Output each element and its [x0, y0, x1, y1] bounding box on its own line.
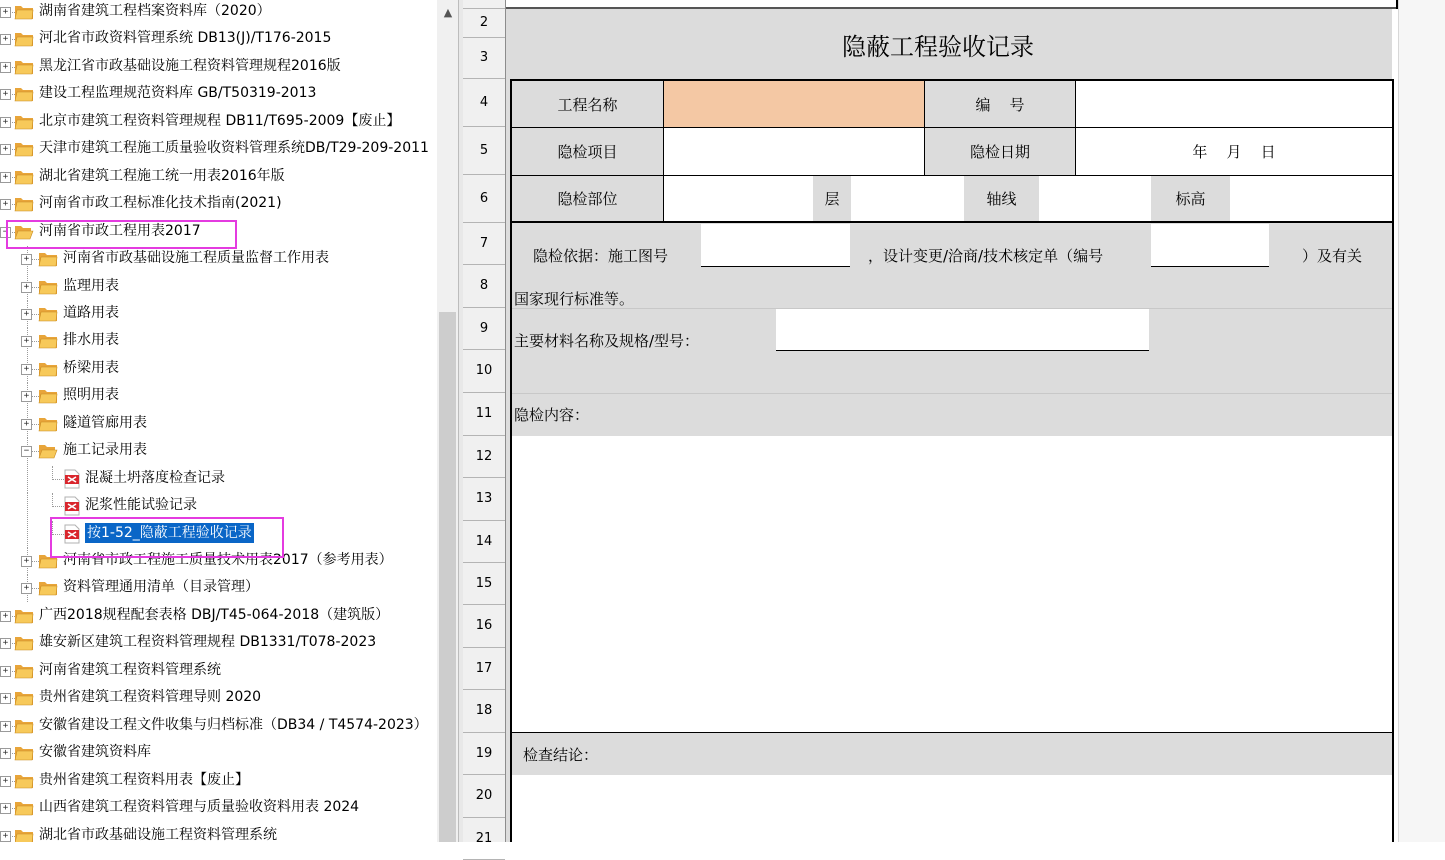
tree-item[interactable]: [0, 658, 437, 685]
collapse-toggle-icon[interactable]: −: [21, 446, 32, 457]
folder-icon: [38, 415, 58, 432]
date-input[interactable]: [1075, 127, 1394, 176]
tree-item-label[interactable]: 河北省市政资料管理系统 DB13(J)/T176-2015: [39, 30, 332, 46]
folder-icon: [38, 305, 58, 322]
item-label: [510, 127, 664, 176]
row-number[interactable]: 15: [463, 563, 505, 605]
tree-item-label[interactable]: 安徽省建设工程文件收集与归档标准（DB34 / T4574-2023）: [39, 717, 428, 733]
folder-icon: [14, 3, 34, 20]
conclusion-row: [512, 733, 1392, 775]
floor-input[interactable]: [851, 175, 964, 223]
folder-icon: [38, 360, 58, 377]
folder-icon: [38, 579, 58, 596]
conclusion-area[interactable]: [512, 775, 1392, 842]
highlight-box-henan-2017: [6, 220, 237, 249]
elevation-label-text: 标高: [1175, 190, 1206, 208]
tree-item[interactable]: [0, 246, 437, 273]
tree-item-label[interactable]: 建设工程监理规范资料库 GB/T50319-2013: [39, 85, 317, 101]
tree-item-label[interactable]: 贵州省建筑工程资料用表【废止】: [39, 772, 249, 788]
row-number[interactable]: 20: [463, 775, 505, 818]
tree-item[interactable]: [0, 164, 437, 191]
tree-connector: [27, 521, 28, 548]
tree-item-label[interactable]: 混凝土坍落度检查记录: [85, 470, 225, 486]
row-number[interactable]: 19: [463, 733, 505, 775]
folder-icon: [14, 30, 34, 47]
row-number[interactable]: 5: [463, 127, 505, 175]
folder-icon: [14, 744, 34, 761]
tree-vertical-scrollbar[interactable]: [437, 0, 458, 842]
right-margin: [1398, 0, 1445, 842]
folder-icon: [14, 827, 34, 842]
right-border-strip: [1392, 223, 1394, 842]
number-label: [924, 79, 1076, 128]
expand-toggle-icon[interactable]: +: [0, 803, 11, 814]
tree-item[interactable]: [0, 438, 437, 465]
expand-toggle-icon[interactable]: +: [21, 364, 32, 375]
item-label-text: 隐检项目: [557, 143, 618, 161]
tree-item-label[interactable]: 河南省建筑工程资料管理系统: [39, 662, 221, 678]
tree-item-label[interactable]: 安徽省建筑资料库: [39, 744, 151, 760]
elevation-input[interactable]: [1230, 175, 1394, 223]
row-number[interactable]: 18: [463, 690, 505, 733]
row-number[interactable]: 13: [463, 478, 505, 521]
row-number[interactable]: 2: [463, 9, 505, 38]
folder-icon: [14, 195, 34, 212]
floor-label: [813, 175, 851, 223]
tree-item[interactable]: [0, 768, 437, 795]
tree-item-label[interactable]: 山西省建筑工程资料管理与质量验收资料用表 2024: [39, 799, 360, 815]
tree-item-label[interactable]: 北京市建筑工程资料管理规程 DB11/T695-2009【废止】: [39, 113, 401, 129]
materials-input[interactable]: [776, 309, 1149, 351]
tree-item[interactable]: [0, 493, 437, 520]
highlight-box-selected-file: [50, 517, 284, 558]
tree-item[interactable]: [0, 328, 437, 355]
tree-connector: [27, 493, 28, 520]
row-header-column: [463, 0, 506, 846]
tree-item[interactable]: [0, 740, 437, 767]
tree-item[interactable]: [0, 0, 437, 26]
tree-item[interactable]: [0, 383, 437, 410]
scroll-thumb[interactable]: [439, 312, 456, 842]
project-tree[interactable]: [0, 0, 437, 842]
expand-toggle-icon[interactable]: +: [0, 199, 11, 210]
tree-item-label[interactable]: 贵州省建筑工程资料管理导则 2020: [39, 689, 262, 705]
sheet-top-edge: [506, 0, 1398, 9]
tree-item[interactable]: [0, 575, 437, 602]
basis-suffix: ）及有关: [1302, 247, 1363, 265]
expand-toggle-icon[interactable]: +: [0, 831, 11, 842]
number-input[interactable]: [1075, 79, 1394, 128]
row-number[interactable]: 16: [463, 605, 505, 648]
materials-label: 主要材料名称及规格/型号：: [514, 332, 700, 350]
tree-item-label[interactable]: 照明用表: [63, 387, 119, 403]
folder-icon: [14, 689, 34, 706]
date-value-text: 年 月 日: [1192, 143, 1276, 161]
folder-icon: [38, 250, 58, 267]
folder-icon: [38, 278, 58, 295]
number-label-text: 编 号: [975, 95, 1025, 114]
row-number-partial: [463, 0, 505, 9]
tree-item-label[interactable]: 按1-52_隐蔽工程验收记录: [87, 525, 252, 541]
row-number[interactable]: 3: [463, 38, 505, 79]
tree-item[interactable]: [0, 685, 437, 712]
tree-item[interactable]: [0, 54, 437, 81]
worksheet[interactable]: [506, 0, 1398, 842]
expand-toggle-icon[interactable]: +: [0, 62, 11, 73]
expand-toggle-icon[interactable]: +: [0, 7, 11, 18]
tree-item[interactable]: [0, 136, 437, 163]
tree-item-label[interactable]: 湖北省建筑工程施工统一用表2016年版: [39, 168, 285, 184]
tree-item[interactable]: [0, 713, 437, 740]
axis-label: [964, 175, 1039, 223]
item-input[interactable]: [663, 127, 925, 176]
folder-icon: [14, 799, 34, 816]
tree-item-label[interactable]: 施工记录用表: [63, 442, 147, 458]
tree-item-label[interactable]: 排水用表: [63, 332, 119, 348]
content-area[interactable]: [512, 436, 1392, 733]
expand-toggle-icon[interactable]: +: [21, 254, 32, 265]
expand-toggle-icon[interactable]: +: [0, 666, 11, 677]
tree-item-label[interactable]: 黑龙江省市政基础设施工程资料管理规程2016版: [39, 58, 341, 74]
folder-icon: [14, 168, 34, 185]
expand-toggle-icon[interactable]: +: [0, 117, 11, 128]
date-label: [924, 127, 1076, 176]
pdf-file-icon: [64, 496, 80, 516]
expand-toggle-icon[interactable]: +: [21, 282, 32, 293]
project-name-label: [510, 79, 664, 128]
tree-connector: [52, 466, 53, 480]
expand-toggle-icon[interactable]: +: [0, 776, 11, 787]
row-number[interactable]: 12: [463, 436, 505, 478]
floor-label-text: 层: [824, 190, 840, 208]
axis-input[interactable]: [1039, 175, 1151, 223]
tree-item[interactable]: [0, 301, 437, 328]
expand-toggle-icon[interactable]: +: [21, 583, 32, 594]
tree-item[interactable]: [0, 411, 437, 438]
basis-prefix: 隐检依据：施工图号: [533, 247, 669, 265]
row-number[interactable]: 7: [463, 223, 505, 265]
tree-connector: [52, 493, 53, 507]
location-input[interactable]: [663, 175, 813, 223]
location-label-text: 隐检部位: [557, 190, 618, 208]
pdf-file-icon: [64, 469, 80, 489]
change-number-input[interactable]: [1151, 224, 1269, 267]
expand-toggle-icon[interactable]: +: [0, 638, 11, 649]
folder-icon: [14, 662, 34, 679]
tree-item[interactable]: [0, 603, 437, 630]
project-name-label-text: 工程名称: [557, 95, 618, 114]
row-number[interactable]: 9: [463, 308, 505, 350]
tree-item-label[interactable]: 河南省市政工程用表2017: [39, 223, 201, 239]
tree-connector: [52, 479, 64, 480]
row-number[interactable]: 10: [463, 350, 505, 393]
tree-item-label[interactable]: 监理用表: [63, 278, 119, 294]
tree-item-label[interactable]: 隧道管廊用表: [63, 415, 147, 431]
tree-item-label[interactable]: 广西2018规程配套表格 DBJ/T45-064-2018（建筑版）: [39, 607, 390, 623]
row-number[interactable]: 14: [463, 521, 505, 563]
expand-toggle-icon[interactable]: +: [21, 336, 32, 347]
tree-item-label[interactable]: 资料管理通用清单（目录管理）: [63, 579, 259, 595]
tree-item-label[interactable]: 湖北省市政基础设施工程资料管理系统: [39, 827, 277, 842]
tree-item-label[interactable]: 湖南省建筑工程档案资料库（2020）: [39, 3, 271, 19]
collapse-toggle-icon[interactable]: −: [0, 227, 11, 238]
folder-icon: [14, 772, 34, 789]
tree-item-label[interactable]: 河南省市政工程施工质量技术用表2017（参考用表）: [63, 552, 393, 568]
expand-toggle-icon[interactable]: +: [0, 611, 11, 622]
expand-toggle-icon[interactable]: +: [21, 391, 32, 402]
row-number[interactable]: 21: [463, 818, 505, 860]
expand-toggle-icon[interactable]: +: [21, 309, 32, 320]
tree-item[interactable]: [0, 466, 437, 493]
project-name-input[interactable]: [663, 79, 925, 128]
tree-item-label[interactable]: 天津市建筑工程施工质量验收资料管理系统DB/T29-209-2011: [39, 140, 429, 156]
location-label: [510, 175, 664, 223]
elevation-label: [1151, 175, 1230, 223]
expand-toggle-icon[interactable]: +: [21, 419, 32, 430]
expand-toggle-icon[interactable]: +: [0, 748, 11, 759]
expand-toggle-icon[interactable]: +: [0, 172, 11, 183]
folder-icon: [14, 85, 34, 102]
tree-item[interactable]: [0, 81, 437, 108]
folder-icon: [38, 332, 58, 349]
folder-icon: [14, 140, 34, 157]
folder-icon: [14, 607, 34, 624]
folder-open-icon: [38, 442, 58, 459]
row-number[interactable]: 17: [463, 648, 505, 690]
folder-icon: [38, 387, 58, 404]
tree-item[interactable]: [0, 109, 437, 136]
row-number[interactable]: 8: [463, 265, 505, 308]
scroll-up-arrow-icon[interactable]: ▲: [443, 6, 453, 19]
row-number[interactable]: 6: [463, 175, 505, 223]
expand-toggle-icon[interactable]: +: [0, 34, 11, 45]
tree-item[interactable]: [0, 191, 437, 218]
tree-item-label[interactable]: 泥浆性能试验记录: [85, 497, 197, 513]
tree-item-label[interactable]: 河南省市政工程标准化技术指南(2021): [39, 195, 282, 211]
basis-middle: ，设计变更/洽商/技术核定单（编号: [868, 247, 1104, 265]
folder-icon: [14, 113, 34, 130]
row-number[interactable]: 11: [463, 393, 505, 436]
tree-item[interactable]: [0, 823, 437, 842]
drawing-number-input[interactable]: [701, 224, 850, 267]
row-number[interactable]: 4: [463, 79, 505, 127]
folder-icon: [14, 634, 34, 651]
national-standard-text: 国家现行标准等。: [514, 290, 635, 308]
expand-toggle-icon[interactable]: +: [21, 556, 32, 567]
folder-icon: [14, 717, 34, 734]
date-label-text: 隐检日期: [969, 143, 1030, 161]
form-title: 隐蔽工程验收记录: [842, 33, 1034, 61]
expand-toggle-icon[interactable]: +: [0, 721, 11, 732]
row-line: [512, 393, 1392, 394]
tree-item[interactable]: [0, 274, 437, 301]
content-label: 隐检内容：: [514, 406, 590, 424]
tree-connector: [27, 466, 28, 493]
axis-label-text: 轴线: [986, 190, 1017, 208]
tree-item-label[interactable]: 桥梁用表: [63, 360, 119, 376]
tree-item[interactable]: [0, 630, 437, 657]
folder-icon: [14, 58, 34, 75]
tree-connector: [52, 506, 64, 507]
tree-item-label[interactable]: 河南省市政基础设施工程质量监督工作用表: [63, 250, 329, 266]
expand-toggle-icon[interactable]: +: [0, 144, 11, 155]
tree-item-label[interactable]: 雄安新区建筑工程资料管理规程 DB1331/T078-2023: [39, 634, 377, 650]
tree-item[interactable]: [0, 795, 437, 822]
expand-toggle-icon[interactable]: +: [0, 89, 11, 100]
tree-item[interactable]: [0, 26, 437, 53]
expand-toggle-icon[interactable]: +: [0, 693, 11, 704]
tree-item-label[interactable]: 道路用表: [63, 305, 119, 321]
conclusion-label: 检查结论：: [523, 746, 599, 764]
tree-item[interactable]: [0, 356, 437, 383]
